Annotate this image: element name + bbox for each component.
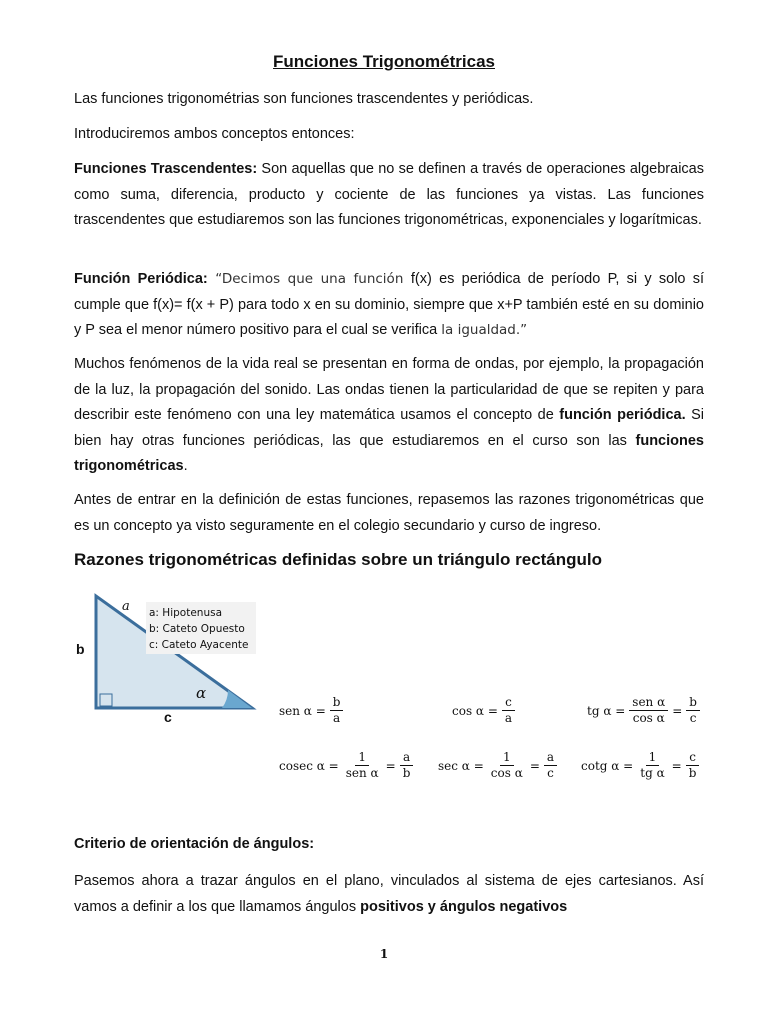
formula-sec-den2: c <box>547 766 554 780</box>
legend-cateto-opuesto: b: Cateto Opuesto <box>149 623 245 635</box>
formula-sec-fraction-1 <box>488 750 526 781</box>
angulos-bold: positivos y ángulos negativos <box>360 898 568 915</box>
formula-cotg-fraction-1 <box>637 750 667 781</box>
razones-intro-paragraph: Antes de entrar en la definición de estas funciones, repasemos las razones trigonométricas que es un concepto ya visto seguramente en el colegio secundario y curso de ingreso. <box>74 492 704 534</box>
formula-sen-lhs: sen α = <box>279 703 326 718</box>
label-b: b <box>76 641 85 657</box>
formula-cos-lhs: cos α = <box>452 703 498 718</box>
ondas-text-1: Muchos fenómenos de la vida real se presentan en forma de ondas, por ejemplo, la propagación de la luz, la propagación del sonido. Las ondas tienen la particularidad de que se repiten y para describir este fenómeno con una ley matemática usamos el concepto de <box>74 356 704 423</box>
label-c: c <box>164 709 172 725</box>
concepts-paragraph: Introduciremos ambos conceptos entonces: <box>74 126 355 142</box>
formula-cotg-num1: 1 <box>646 750 660 766</box>
formula-sec <box>438 750 557 781</box>
formula-cosec-lhs: cosec α = <box>279 758 339 773</box>
formula-tg-num2: b <box>686 695 700 711</box>
label-alpha: α <box>196 684 207 702</box>
formula-tg-den2: c <box>689 711 697 725</box>
formula-sec-fraction-2 <box>544 750 557 781</box>
ondas-text-2: Si bien hay otras funciones periódicas, las que estudiaremos en el curso son las <box>74 407 705 449</box>
formula-cotg-fraction-2 <box>686 750 700 781</box>
formula-cotg <box>581 750 699 781</box>
section-heading-criterio: Criterio de orientación de ángulos: <box>74 836 315 852</box>
ondas-bold-1: función periódica. <box>559 407 686 423</box>
formula-cotg-den2: b <box>688 766 697 780</box>
formula-cosec-num2: a <box>400 750 413 766</box>
section-heading-razones: Razones trigonométricas definidas sobre un triángulo rectángulo <box>74 550 603 569</box>
formula-sec-lhs: sec α = <box>438 758 484 773</box>
trascendentes-label: Funciones Trascendentes: <box>74 161 258 177</box>
formula-tg <box>587 695 700 726</box>
formula-cotg-lhs: cotg α = <box>581 758 634 773</box>
periodica-quote-open: “Decimos que una función <box>207 271 411 287</box>
angulos-text: Pasemos ahora a trazar ángulos en el plano, vinculados al sistema de ejes cartesianos. Así vamos a definir a los que llamamos ángulos <box>74 873 704 915</box>
legend-cateto-adyacente: c: Cateto Ayacente <box>149 639 249 651</box>
legend-hipotenusa: a: Hipotenusa <box>149 607 223 619</box>
formula-tg-den1: cos α <box>632 711 665 725</box>
page-number: 1 <box>379 947 389 961</box>
label-a: a <box>122 599 130 614</box>
formula-cos-fraction <box>502 695 515 726</box>
formula-sen-fraction <box>330 695 344 726</box>
trascendentes-paragraph <box>74 157 704 234</box>
formula-tg-lhs: tg α = <box>587 703 626 718</box>
formula-cotg-num2: c <box>686 750 699 766</box>
page-title: Funciones Trigonométricas <box>273 52 495 71</box>
formula-cosec-fraction-1 <box>343 750 382 781</box>
formula-cosec <box>279 750 413 781</box>
ondas-text-3: . <box>183 458 188 474</box>
periodica-text: f(x) es periódica de período P, si y solo sí cumple que f(x)= f(x + P) para todo x en su dominio, siempre que x+P también esté en su dominio y P sea el menor número positivo para el cual se verifica <box>74 271 705 338</box>
angulos-paragraph <box>74 869 704 920</box>
formula-sen-den: a <box>333 711 341 725</box>
formula-cosec-den2: b <box>402 766 411 780</box>
formula-cos <box>452 695 515 726</box>
formula-tg-fraction-1 <box>629 695 668 726</box>
periodica-quote-close: la igualdad.” <box>441 322 528 338</box>
formula-cosec-eq: = <box>385 758 396 773</box>
formula-cosec-den1: sen α <box>345 766 379 780</box>
formula-sen <box>279 695 343 726</box>
periodica-label: Función Periódica: <box>74 271 208 287</box>
formula-cotg-den1: tg α <box>640 766 665 780</box>
formula-sen-num: b <box>330 695 344 711</box>
formula-cos-den: a <box>504 711 513 725</box>
formula-sec-eq: = <box>529 758 540 773</box>
formula-cosec-fraction-2 <box>400 750 414 781</box>
formula-sec-den1: cos α <box>490 766 523 780</box>
formula-cotg-eq: = <box>671 758 682 773</box>
formula-tg-eq: = <box>672 703 683 718</box>
formula-cos-num: c <box>502 695 515 711</box>
formula-tg-fraction-2 <box>686 695 700 726</box>
ondas-bold-2: funciones trigonométricas <box>74 432 704 474</box>
intro-paragraph: Las funciones trigonométrias son funciones trascendentes y periódicas. <box>74 91 534 107</box>
formula-cosec-num1: 1 <box>355 750 369 766</box>
formula-tg-num1: sen α <box>629 695 668 711</box>
ondas-paragraph <box>74 352 704 480</box>
formula-sec-num1: 1 <box>500 750 514 766</box>
right-triangle-figure <box>72 588 262 730</box>
formula-sec-num2: a <box>544 750 557 766</box>
periodica-paragraph <box>74 267 704 344</box>
trascendentes-text: Son aquellas que no se definen a través de operaciones algebraicas como suma, diferencia, producto y cociente de las funciones ya vistas. Las funciones trascendentes que estudiaremos son las funciones trigonométricas, exponenciales y logarítmicas. <box>74 161 704 228</box>
